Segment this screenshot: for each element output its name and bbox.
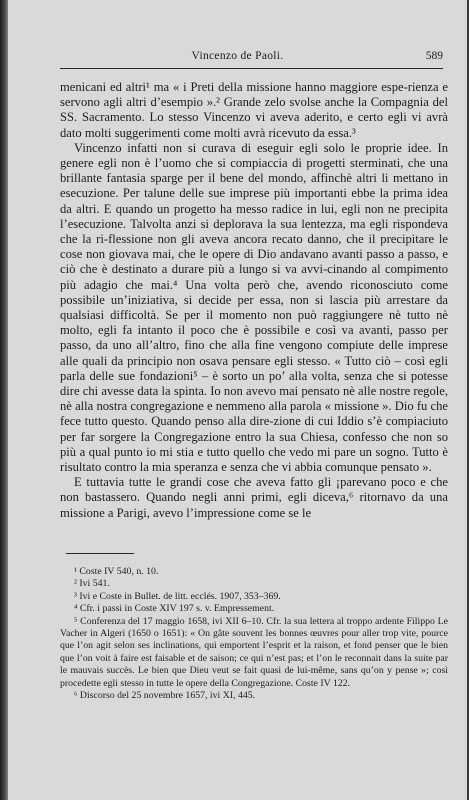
running-head-title: Vincenzo de Paoli. [191,50,284,62]
footnote-4: ⁴ Cfr. i passi in Coste XIV 197 s. v. Empressement. [74,603,275,615]
footnote-rule [66,553,134,554]
text-line: cinando al compimento più adagio che mai.⁴ Una volta però che, [60,262,448,292]
page-number: 589 [425,50,443,62]
text-line: poco e che non bastassero. Quando negli anni primi, egli diceva,⁶ [60,475,448,505]
text-line: stia e tutto quello che vedo mi pare un sogno. Tutto è risultato [60,444,448,475]
text-line: che è possibile e così va avanti, passo per passo, da uno all’altro, [60,323,448,353]
text-line: contro la mia speranza e senza che vi abbia comunque pensato ». [104,460,432,475]
paragraph-2 [60,141,448,475]
text-line: aderito, e certo egli vi avrà dato molti suggerimenti come molti [60,110,448,140]
text-line: dire chi avesse data la spinta. Io non avevo mai pensato nè alle [60,384,380,399]
body-text [60,80,448,521]
text-line: le cose non giovava mai, che le opere di Dio andavano avanti [60,232,449,262]
book-page [8,0,467,800]
text-line: fino che alla fine vengono compiute delle imprese alle quali da [60,338,448,368]
text-line: ha messo radice in lui, egli non ne precipita l’esecuzione. Talvolta [60,201,448,231]
text-line: delle sue fondazioni⁵ – è sorto un po’ alla volta, senza che si potesse [89,368,448,383]
text-line: anzi si deplorava la sua lentezza, ma egli rispondeva che la ri- [60,216,448,247]
footnote-5: ⁵ Conferenza del 17 maggio 1658, ivi XII 6–10. Cfr. la sua lettera al troppo ardente Filippo Le Vacher in Algeri (1650 o 1651): « On gâte souvent les bonnes œuvres pour aller trop vite, pource que l’on agit selon ses inclinations, qui emportent l’esprit et la raison, et fond penser que le bien que l’on voit à faire est faisable et de saison; ce qui n’est pas; et l’on le reconnait dans la suite par le mauvais succès. Le bien que Dieu veut se fait quasi de lui-même, sans qu’on y pense »; così procedette egli stesso in tutte le opere della Congregazione. Coste IV 122. [60,615,448,689]
text-line: Vincenzo infatti non si curava di eseguir egli solo le proprie [74,140,408,155]
text-line: sterminati, che una brillante fantasia sparge per il bene del mondo, [60,156,448,186]
text-line: ritornavo da una missione a Parigi, avevo l’impressione come se le [60,490,448,520]
text-line: più importanti ebbe la prima idea da altri. E quando un progetto [60,186,449,216]
paragraph-1 [60,80,448,141]
footnote-3: ³ Ivi e Coste in Bullet. de litt. ecclés. 1907, 353–369. [74,590,281,602]
footnote-2: ² Ivi 541. [74,578,110,590]
text-line: passo a passo, e ciò che è destinato a durare più a lungo si va avvi- [60,247,449,277]
text-line: non si lascia più arrestare da qualsiasi difficoltà. Se per il momento [60,292,448,323]
text-line: avrà ricevuto da essa.³ [243,125,356,140]
text-line: E tuttavia tutte le grandi cose che aveva fatto gli ¡parevano [74,475,391,490]
text-line: affinchè altri li mettano in esecuzione. Per talune delle sue imprese [60,171,448,201]
text-line: non può raggiungere nè tutto nè molto, egli fa intanto il poco [60,308,448,338]
footnotes [60,566,448,702]
running-head [8,50,467,68]
header-rule [60,68,443,69]
text-line: flessione non gli aveva ancora recato danno, che il precipitare [108,232,439,247]
text-line: rienza e servono agli altri d’esempio ».² Grande zelo svolse anche [60,80,448,110]
text-line: « missione ». Dio fu che fece tutto questo. Quando penso alla dire- [60,399,448,429]
text-line: entro la sua Chiesa, confesso che non so più a qual punto io mi [60,429,448,459]
text-line: principio non osava pensare egli stesso. « Tutto ciò – così egli parla [60,353,448,383]
paragraph-3 [60,475,448,521]
text-line: avendo riconosciuto come possibile un’iniziativa, si decide per essa, [60,277,448,307]
text-line: zione di cui Iddio s’è compiaciuto per far sorgere la Congregazione [60,414,448,444]
text-line: la Compagnia del SS. Sacramento. Lo stesso Vincenzo vi aveva [60,95,448,125]
text-line: idee. In genere egli non è l’uomo che si compiaccia di progetti [60,140,448,171]
text-line: menicani ed altri¹ ma « i Preti della missione hanno maggiore espe- [60,80,408,94]
book-spine-shadow [0,0,8,800]
footnote-6: ⁶ Discorso del 25 novembre 1657, ivi XI, 445. [74,690,256,702]
footnote-1: ¹ Coste IV 540, n. 10. [74,566,159,577]
text-line: nostre regole, nè alla nostra congregazione e nemmeno alla parola [60,384,448,414]
